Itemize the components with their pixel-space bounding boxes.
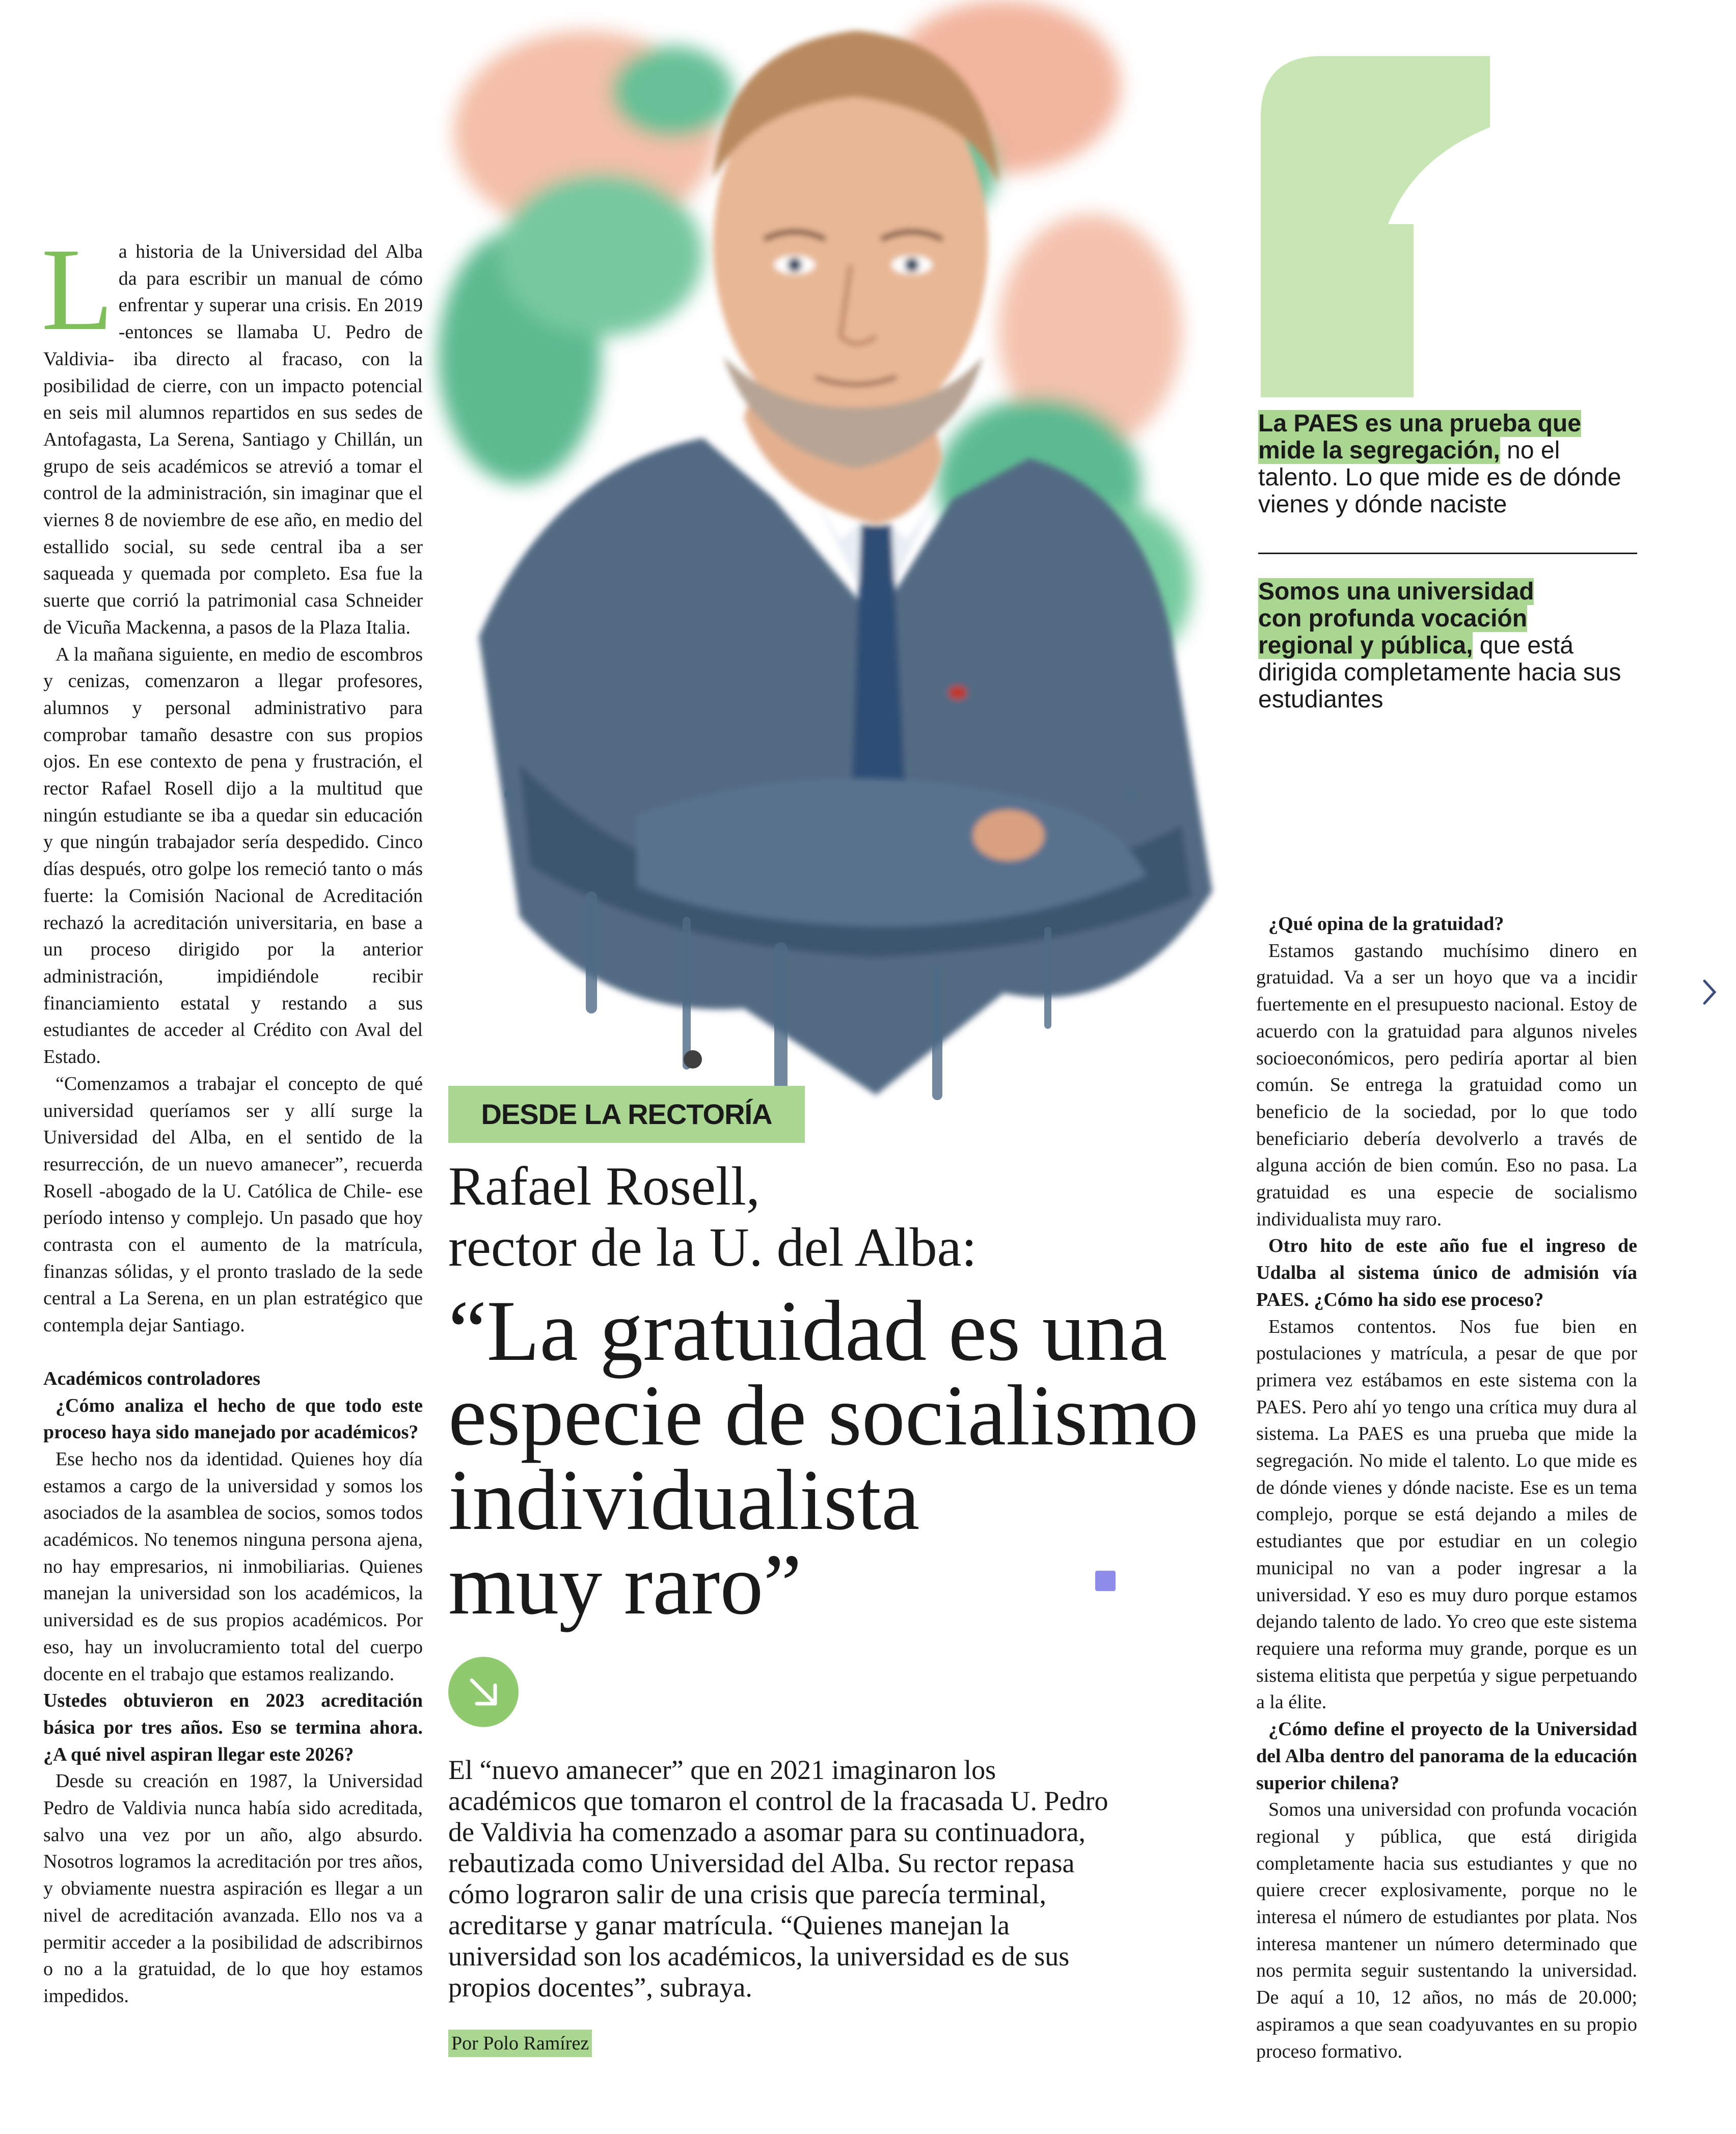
interview-answer: Estamos gastando muchísimo dinero en gratuidad. Va a ser un hoyo que va a incidir fuertemente en el presupuesto nacional. Estoy de acuerdo con la gratuidad para algunos niveles socioeconómicos, pero pediría aportar al bien común. Se entrega la gratuidad como un beneficio de la sociedad, por lo que todo beneficiario debería devolverlo a través de alguna acción de bien común. Eso no pasa. La gratuidad es una especie de socialismo individualista muy raro. — [1256, 940, 1637, 1230]
paragraph: “Comenzamos a trabajar el concepto de qué universidad queríamos ser y allí surge la Universidad del Alba, en el sentido de la resurrección, de un nuevo amanecer”, recuerda Rosell -abogado de la U. Católica de Chile- ese período intenso y complejo. Un pasado que hoy contrasta con el aumento de la matrícula, finanzas sólidas, y el pronto traslado de la sede central a La Serena, en un plan estratégico que contempla dejar Santiago. — [43, 1073, 423, 1336]
pull-quote-paes: La PAES es una prueba que mide la segregación, no el talento. Lo que mide es de dónde vienes y dónde naciste — [1258, 410, 1621, 518]
interview-question: ¿Cómo analiza el hecho de que todo este proceso haya sido manejado por académicos? — [43, 1394, 423, 1443]
annotation-marker[interactable] — [1095, 1571, 1116, 1591]
interview-answer: Ese hecho nos da identidad. Quienes hoy día estamos a cargo de la universidad y somos los asociados de la asamblea de socios, somos todos académicos. No tenemos ninguna persona ajena, no hay empresarios, ni inmobiliarias. Quienes manejan la universidad son los académicos, la universidad es de sus propios académicos. Por eso, hay un involucramiento total del cuerpo docente en el trabajo que estamos realizando. — [43, 1448, 423, 1685]
drop-cap: L — [41, 224, 114, 355]
pull-quote-vocation: Somos una universidad con profunda vocación regional y pública, que está dirigida completamente hacia sus estudiantes — [1258, 578, 1621, 713]
left-column — [41, 224, 423, 2010]
interview-answer: Desde su creación en 1987, la Universidad Pedro de Valdivia nunca había sido acreditada, salvo una vez por un año, algo absurdo. Nosotros logramos la acreditación por tres años, y obviamente nuestra aspiración es llegar a un nivel de acreditación avanzada. Ello nos va a permitir acceder a la posibilidad de adscribirnos o no a la gratuidad, de lo que hoy estamos impedidos. — [43, 1770, 423, 2007]
divider — [1258, 553, 1637, 554]
paragraph: A la mañana siguiente, en medio de escombros y cenizas, comenzaron a llegar profesores, alumnos y personal administrativo para comprobar tamaño desastre con sus propios ojos. En ese contexto de pena y frustración, el rector Rafael Rosell dijo a la multitud que ningún estudiante se iba a quedar sin educación y que ningún trabajador sería despedido. Cinco días después, otro golpe los remeció tanto o más fuerte: la Comisión Nacional de Acreditación rechazó la acreditación universitaria, en base a un proceso dirigido por la anterior administración, impidiéndole recibir financiamiento estatal y restando a sus estudiantes de acceder al Crédito con Aval del Estado. — [43, 643, 423, 1068]
interview-question: Ustedes obtuvieron en 2023 acreditación básica por tres años. Eso se termina ahora. ¿A qué nivel aspiran llegar este 2026? — [43, 1690, 423, 1765]
headline: Rafael Rosell, rector de la U. del Alba: — [448, 1156, 977, 1278]
lede-paragraph: El “nuevo amanecer” que en 2021 imaginaron los académicos que tomaron el control de la fracasada U. Pedro de Valdivia ha comenzado a asomar para su continuadora, rebautizada como Universidad del Alba. Su rector repasa cómo lograron salir de una crisis que parecía terminal, acreditarse y ganar matrícula. “Quienes manejan la universidad son los académicos, la universidad es de sus propios docentes”, subraya. — [448, 1755, 1108, 2003]
interview-answer: Somos una universidad con profunda vocación regional y pública, que está dirigida completamente hacia sus estudiantes y que no quiere crecer explosivamente, porque no le interesa el número de estudiantes por plata. Nos interesa mantener un número determinado que nos permita seguir sustentando la universidad. De aquí a 10, 12 años, no más de 20.000; aspiramos a que sean coadyuvantes en su propio proceso formativo. — [1256, 1799, 1637, 2062]
section-kicker: DESDE LA RECTORÍA — [448, 1086, 805, 1143]
interview-question: Otro hito de este año fue el ingreso de Udalba al sistema único de admisión vía PAES. ¿Cómo ha sido ese proceso? — [1256, 1235, 1637, 1310]
interview-question: ¿Cómo define el proyecto de la Universidad del Alba dentro del panorama de la educación superior chilena? — [1256, 1718, 1637, 1794]
intro-paragraph: La historia de la Universidad del Alba da para escribir un manual de cómo enfrentar y superar una crisis. En 2019 -entonces se llamaba U. Pedro de Valdivia- iba directo al fracaso, con la posibilidad de cierre, con un impacto potencial en seis mil alumnos repartidos en sus sedes de Antofagasta, La Serena, Santiago y Chillán, un grupo de seis académicos se atrevió a tomar el control de la administración, sin imaginar que el viernes 8 de noviembre de ese año, en medio del estallido social, su sede central iba a ser saqueada y quemada por completo. Esa fue la suerte que corrió la patrimonial casa Schneider de Vicuña Mackenna, a pasos de la Plaza Italia. — [41, 224, 423, 638]
opening-quote-mark-icon — [1261, 56, 1490, 397]
portrait-illustration — [418, 0, 1299, 1136]
right-column — [1256, 911, 1637, 2065]
interview-answer: Estamos contentos. Nos fue bien en postulaciones y matrícula, a pesar de que por primera vez estábamos en este sistema con la PAES. Pero ahí yo tengo una crítica muy dura al sistema. La PAES es una prueba que mide la segregación. No mide el talento. Lo que mide es de dónde vienes y dónde naciste. Ese es un tema complejo, porque se está dejando a miles de estudiantes que por estudiar en un colegio municipal no van a poder ingresar a la universidad. Y eso es muy duro porque estamos dejando talento de lado. Yo creo que este sistema requiere una reforma muy grande, porque es un sistema elitista que perpetúa y sigue perpetuando a la élite. — [1256, 1316, 1637, 1713]
section-subhead: Académicos controladores — [43, 1367, 261, 1389]
interview-question: ¿Qué opina de la gratuidad? — [1268, 913, 1504, 935]
chevron-right-icon[interactable] — [1699, 977, 1720, 1007]
quote-title: “La gratuidad es una especie de socialismo individualista muy raro” — [448, 1283, 1199, 1632]
arrow-down-right-icon — [448, 1657, 519, 1727]
byline: Por Polo Ramírez — [448, 2030, 592, 2057]
